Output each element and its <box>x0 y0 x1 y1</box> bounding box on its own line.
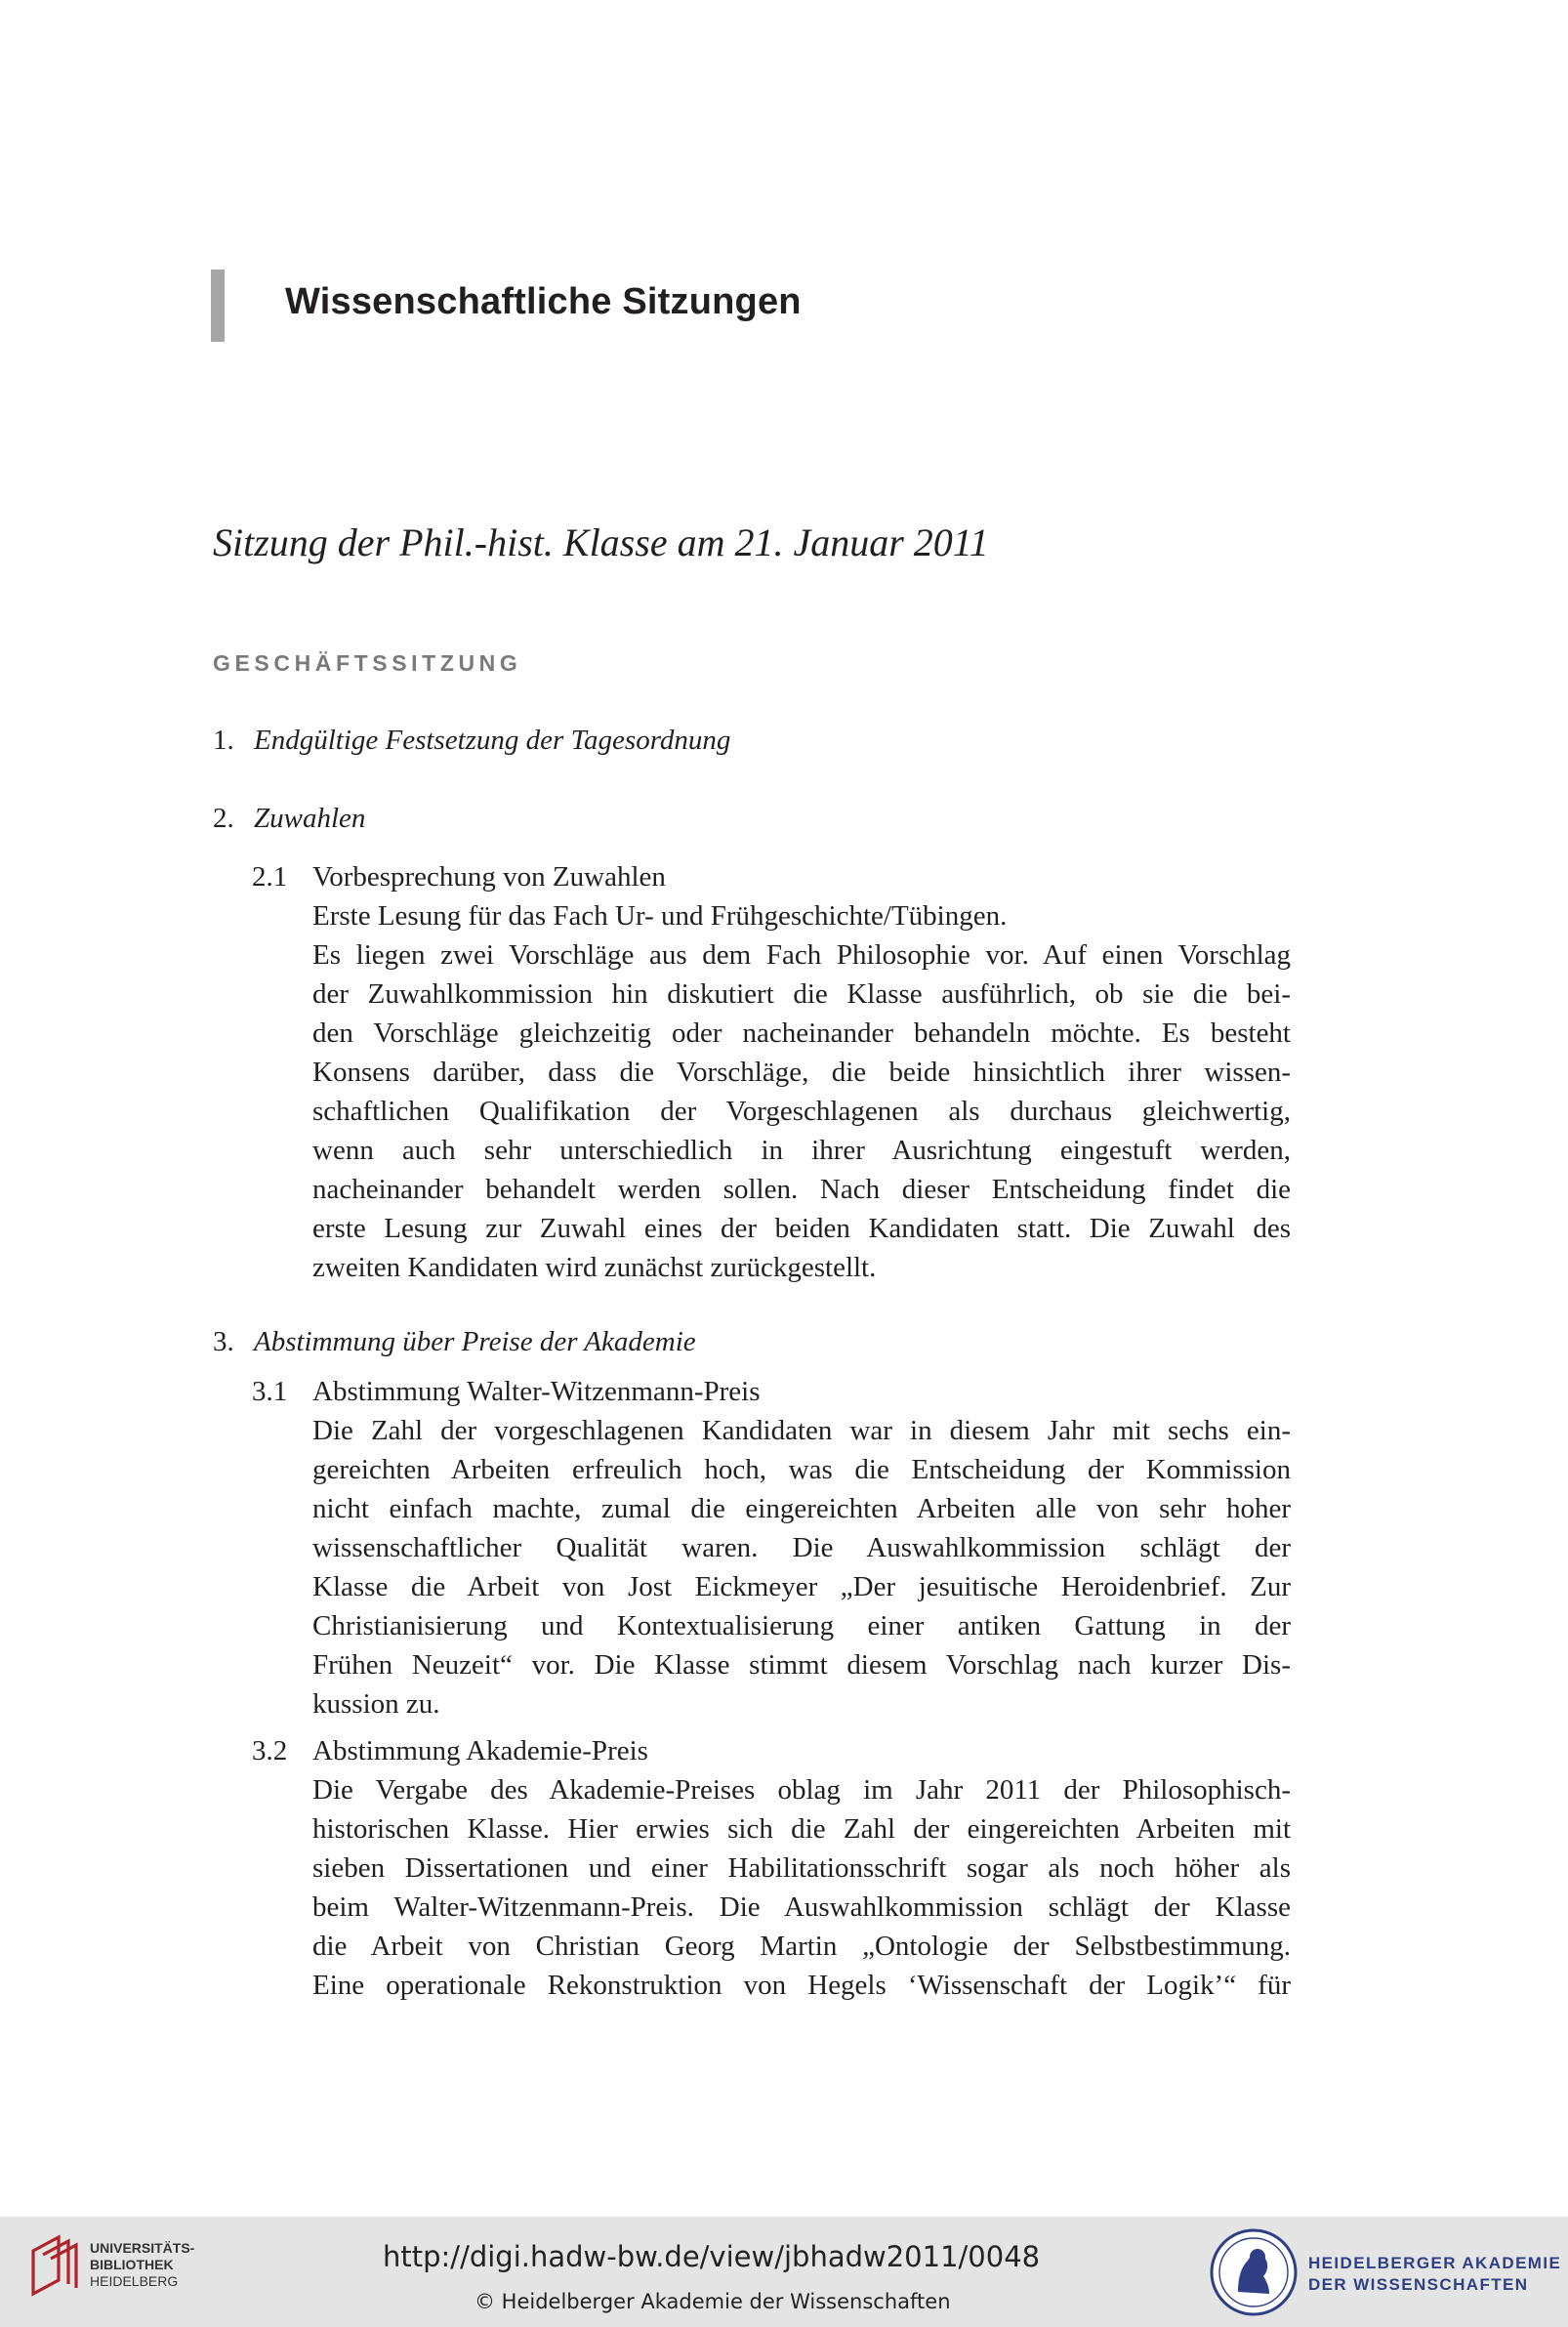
subitem-number: 3.2 <box>252 1735 288 1766</box>
permalink-url[interactable]: http://digi.hadw-bw.de/view/jbhadw2011/0048 <box>383 2240 1041 2273</box>
body-line: wissenschaftlicher Qualität waren. Die Auswahlkommission schlägt der <box>312 1532 1291 1563</box>
body-line: Eine operationale Rekonstruktion von Hegels ‘Wissenschaft der Logik’“ für <box>312 1970 1291 2001</box>
subitem-number: 3.1 <box>252 1376 288 1407</box>
subitem-title: Abstimmung Akademie-Preis <box>312 1735 648 1766</box>
body-line: nacheinander behandelt werden sollen. Nach dieser Entscheidung findet die <box>312 1174 1291 1205</box>
subitem-body <box>312 896 1291 1287</box>
body-line: Es liegen zwei Vorschläge aus dem Fach Philosophie vor. Auf einen Vorschlag <box>312 939 1291 971</box>
body-line: Konsens darüber, dass die Vorschläge, die beide hinsichtlich ihrer wissen- <box>312 1057 1291 1088</box>
body-line: schaftlichen Qualifikation der Vorgeschlagenen als durchaus gleichwertig, <box>312 1096 1291 1127</box>
body-line: historischen Klasse. Hier erwies sich die Zahl der eingereichten Arbeiten mit <box>312 1813 1291 1845</box>
subitem-3-1 <box>252 1372 1291 1724</box>
subitem-2-1 <box>252 857 1291 1287</box>
subitem-body <box>312 1770 1291 2005</box>
section-title: Wissenschaftliche Sitzungen <box>285 281 802 322</box>
ub-line-3: HEIDELBERG <box>90 2273 179 2289</box>
hadw-seal-logo-icon[interactable] <box>1209 2227 1299 2317</box>
universitaetsbibliothek-logo-icon[interactable] <box>29 2233 80 2298</box>
subitem-3-2 <box>252 1731 1291 2005</box>
business-session-heading: GESCHÄFTSSITZUNG <box>213 650 522 676</box>
agenda-item-1 <box>213 721 1092 760</box>
body-line: den Vorschläge gleichzeitig oder nacheinander behandeln möchte. Es besteht <box>312 1018 1291 1049</box>
body-line: die Arbeit von Christian Georg Martin „Ontologie der Selbstbestimmung. <box>312 1931 1291 1962</box>
body-line: erste Lesung zur Zuwahl eines der beiden Kandidaten statt. Die Zuwahl des <box>312 1213 1291 1244</box>
body-line: zweiten Kandidaten wird zunächst zurückgestellt. <box>312 1252 877 1283</box>
copyright-notice: © Heidelberger Akademie der Wissenschaften <box>475 2290 951 2313</box>
agenda-item-title: Abstimmung über Preise der Akademie <box>254 1326 696 1357</box>
agenda-item-number: 1. <box>213 725 234 756</box>
body-line: beim Walter-Witzenmann-Preis. Die Auswahlkommission schlägt der Klasse <box>312 1891 1291 1923</box>
agenda-item-3 <box>213 1322 1092 1361</box>
body-line: Die Zahl der vorgeschlagenen Kandidaten war in diesem Jahr mit sechs ein- <box>312 1415 1291 1446</box>
subitem-title: Vorbesprechung von Zuwahlen <box>312 861 666 893</box>
hadw-line-1: HEIDELBERGER AKADEMIE <box>1308 2254 1562 2272</box>
body-line: Christianisierung und Kontextualisierung einer antiken Gattung in der <box>312 1610 1291 1641</box>
agenda-item-number: 2. <box>213 803 234 834</box>
body-line: Frühen Neuzeit“ vor. Die Klasse stimmt diesem Vorschlag nach kurzer Dis- <box>312 1649 1291 1681</box>
body-line: wenn auch sehr unterschiedlich in ihrer Ausrichtung eingestuft werden, <box>312 1135 1291 1166</box>
body-line: Erste Lesung für das Fach Ur- und Frühgeschichte/Tübingen. <box>312 900 1008 932</box>
body-line: sieben Dissertationen und einer Habilitationsschrift sogar als noch höher als <box>312 1852 1291 1884</box>
body-line: Die Vergabe des Akademie-Preises oblag im Jahr 2011 der Philosophisch- <box>312 1774 1291 1806</box>
ub-heidelberg-wordmark[interactable] <box>90 2240 194 2290</box>
body-line: nicht einfach machte, zumal die eingereichten Arbeiten alle von sehr hoher <box>312 1493 1291 1524</box>
hadw-wordmark[interactable] <box>1308 2253 1561 2296</box>
session-title: Sitzung der Phil.-hist. Klasse am 21. Januar 2011 <box>213 520 989 564</box>
section-marker-bar <box>211 270 225 342</box>
agenda-item-2 <box>213 799 1092 838</box>
body-line: Klasse die Arbeit von Jost Eickmeyer „Der jesuitische Heroidenbrief. Zur <box>312 1571 1291 1602</box>
agenda-item-number: 3. <box>213 1326 234 1357</box>
subitem-number: 2.1 <box>252 861 288 893</box>
subitem-title: Abstimmung Walter-Witzenmann-Preis <box>312 1376 761 1407</box>
body-line: gereichten Arbeiten erfreulich hoch, was die Entscheidung der Kommission <box>312 1454 1291 1485</box>
subitem-body <box>312 1411 1291 1724</box>
ub-line-2: BIBLIOTHEK <box>90 2257 174 2272</box>
body-line: kussion zu. <box>312 1688 440 1720</box>
agenda-item-title: Zuwahlen <box>254 803 366 834</box>
agenda-item-title: Endgültige Festsetzung der Tagesordnung <box>254 725 731 756</box>
ub-line-1: UNIVERSITÄTS- <box>90 2240 195 2256</box>
hadw-line-2: DER WISSENSCHAFTEN <box>1308 2275 1529 2294</box>
body-line: der Zuwahlkommission hin diskutiert die Klasse ausführlich, ob sie die bei- <box>312 978 1291 1010</box>
